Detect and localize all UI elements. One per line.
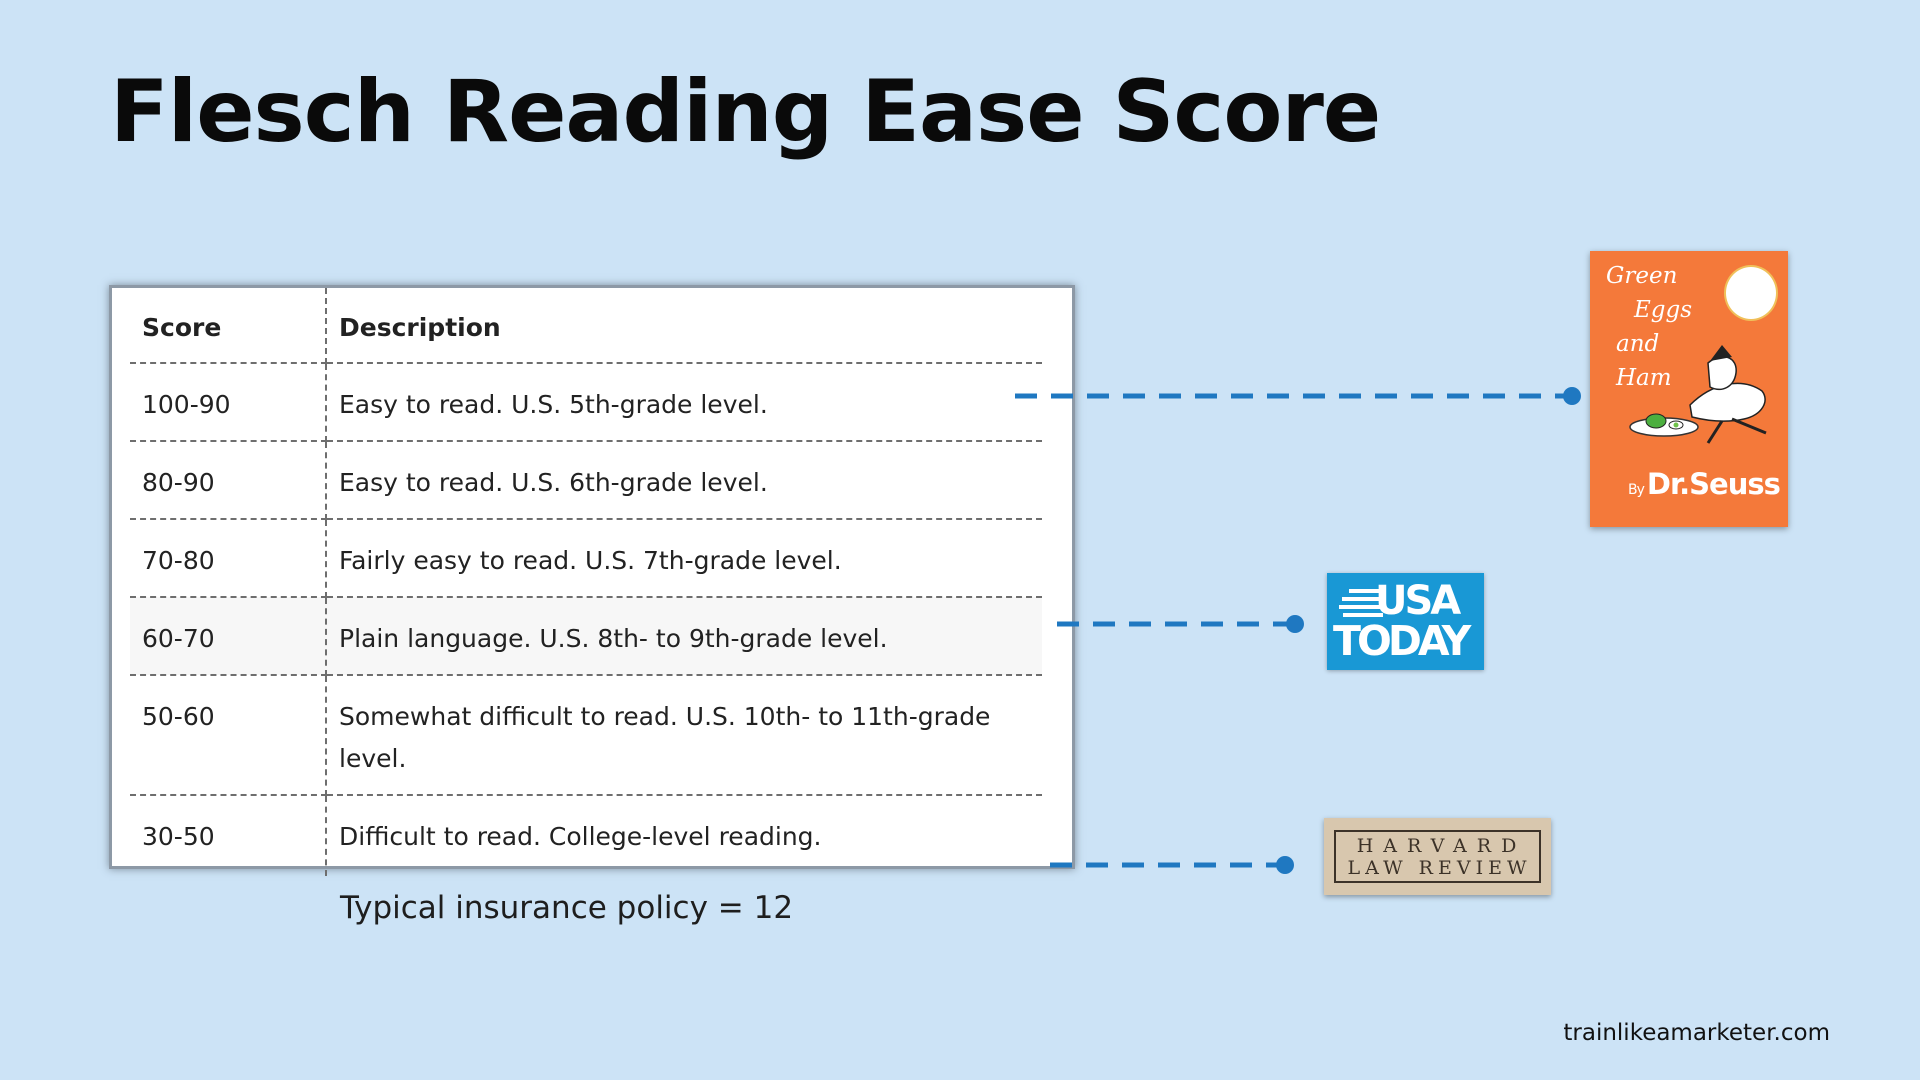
description-cell: Fairly easy to read. U.S. 7th-grade level. [326, 519, 1042, 597]
book-author-prefix: By [1628, 482, 1644, 498]
score-cell: 80-90 [130, 441, 326, 519]
green-eggs-and-ham-book-cover [1590, 251, 1788, 527]
book-title-line: Green [1606, 263, 1678, 289]
score-cell: 60-70 [130, 597, 326, 675]
caption-text: Typical insurance policy = 12 [340, 890, 794, 926]
website-url: trainlikeamarketer.com [1563, 1020, 1830, 1046]
sam-i-am-illustration-icon [1612, 343, 1772, 463]
description-cell: Difficult to read. College-level reading. [339, 822, 822, 851]
book-title-line: Eggs [1634, 297, 1693, 323]
usa-today-logo [1327, 573, 1484, 670]
connector-dot-usa-today [1286, 615, 1304, 633]
description-cell: Plain language. U.S. 8th- to 9th-grade level. [326, 597, 1042, 675]
usa-today-line-1: USA [1375, 578, 1459, 624]
header-description: Description [326, 288, 1042, 363]
harvard-law-review-logo [1324, 818, 1551, 895]
score-cell: 30-50 [130, 795, 326, 876]
score-cell: 70-80 [130, 519, 326, 597]
connector-dot-harvard [1276, 856, 1294, 874]
book-author [1628, 467, 1780, 501]
book-author-name: Dr.Seuss [1646, 467, 1780, 501]
connector-dot-book [1563, 387, 1581, 405]
description-cell: Easy to read. U.S. 6th-grade level. [326, 441, 1042, 519]
book-title-line: Ham [1616, 365, 1672, 391]
slide-title: Flesch Reading Ease Score [110, 62, 1381, 162]
header-score: Score [130, 288, 326, 363]
harvard-line-1: HARVARD [1356, 835, 1527, 857]
usa-today-line-2: TODAY [1333, 617, 1468, 665]
description-cell: Somewhat difficult to read. U.S. 10th- to 11th-grade level. [326, 675, 1042, 795]
book-title-line: and [1616, 331, 1660, 357]
description-cell: Easy to read. U.S. 5th-grade level. [326, 363, 1042, 441]
book-seal-icon [1724, 265, 1778, 321]
score-cell: 50-60 [130, 675, 326, 795]
harvard-line-2: LAW REVIEW [1347, 857, 1532, 879]
harvard-law-review-frame [1334, 830, 1541, 883]
score-cell: 100-90 [130, 363, 326, 441]
